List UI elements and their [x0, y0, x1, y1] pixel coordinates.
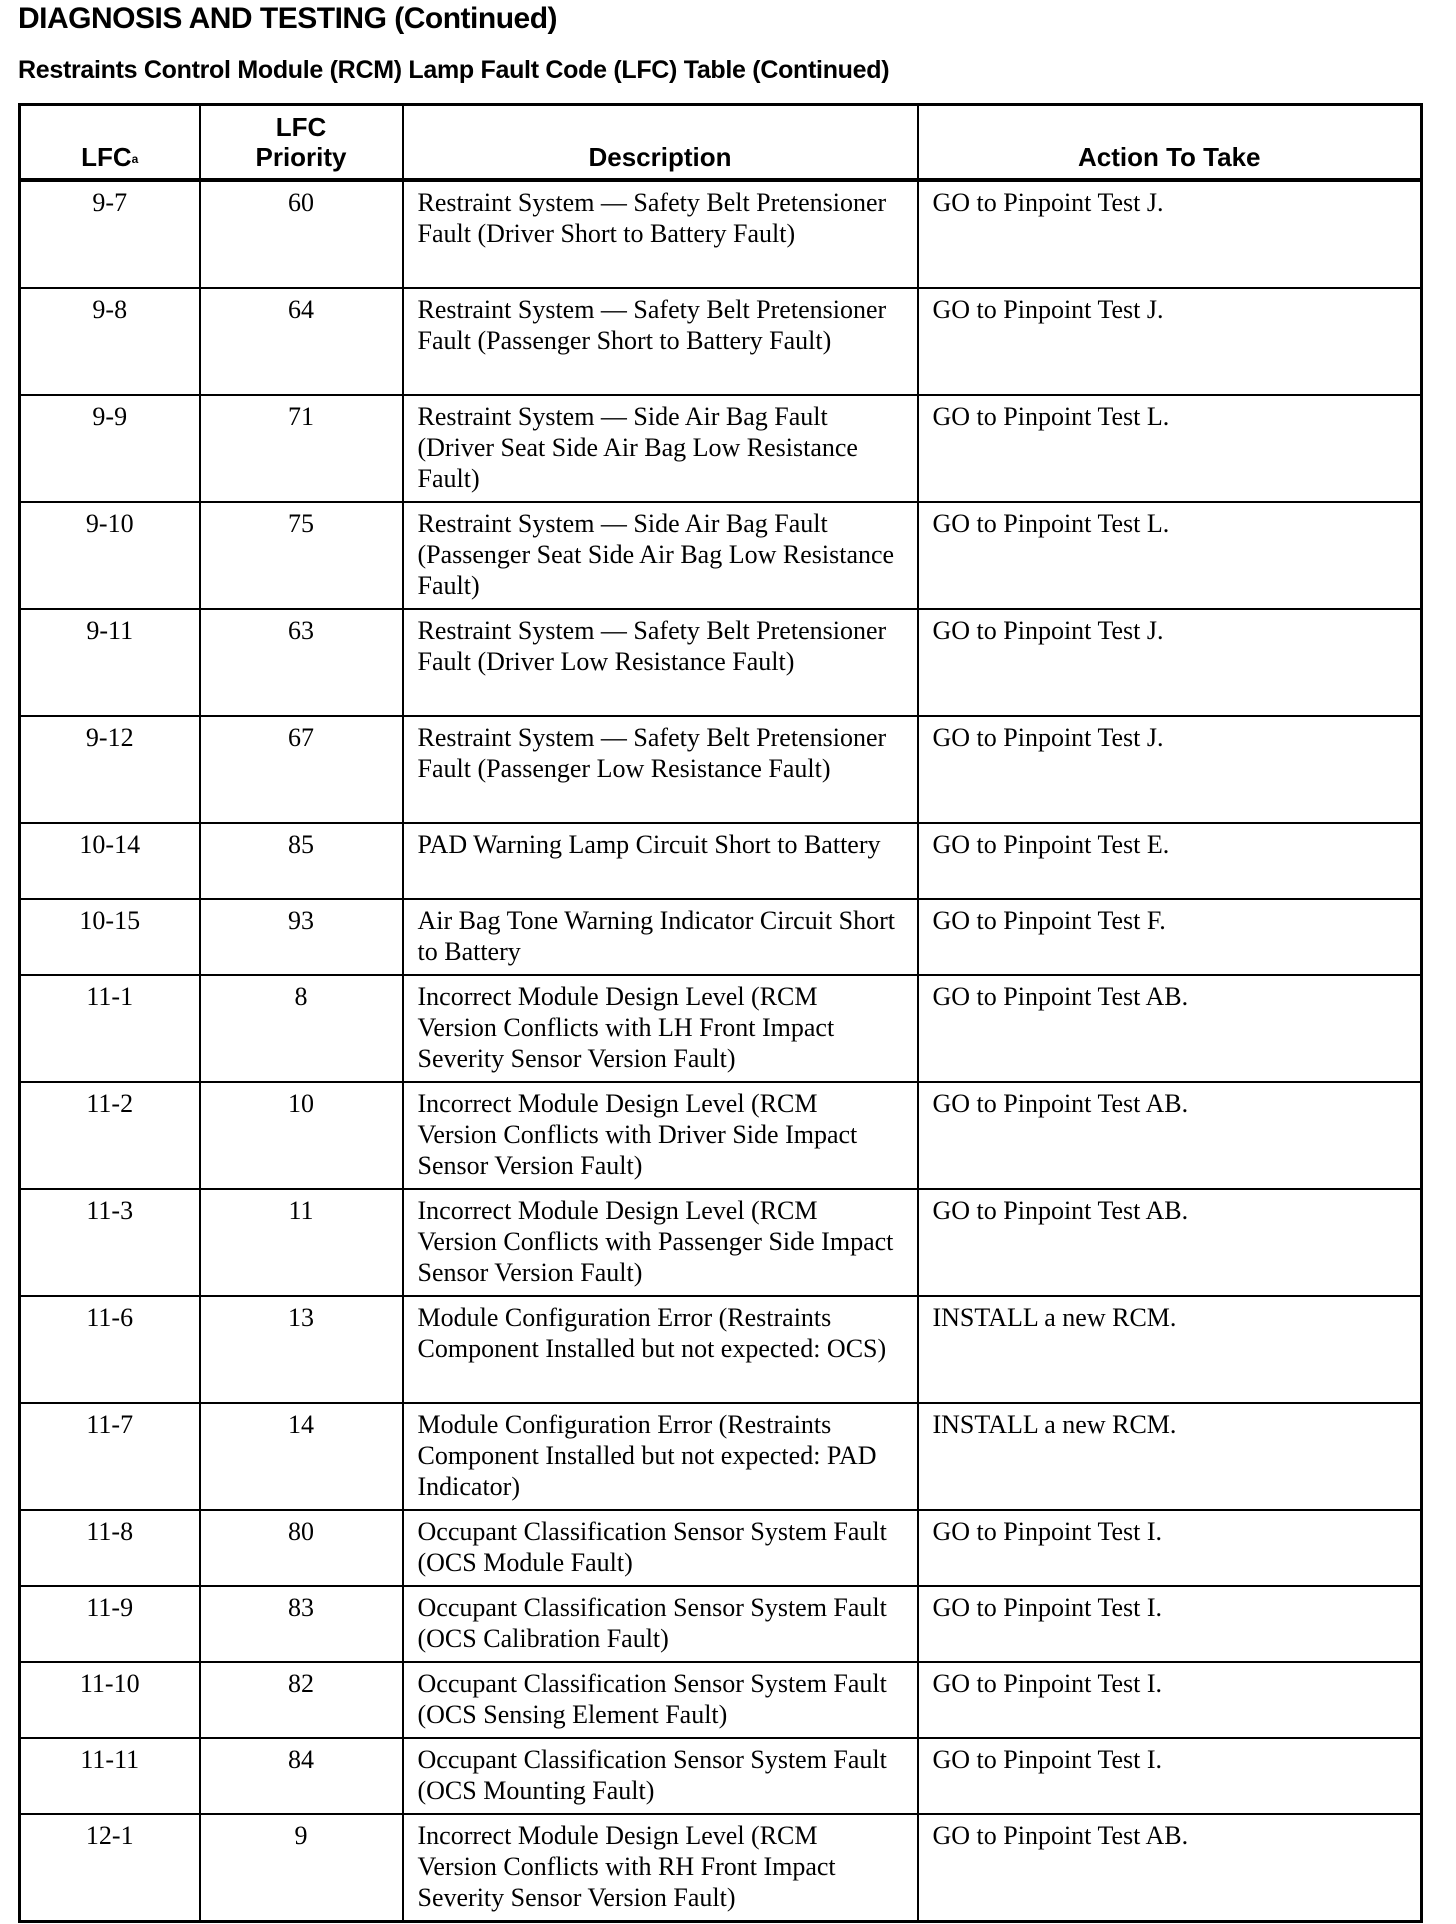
table-row [20, 1189, 1422, 1296]
lfc-cell: 9-11 [20, 609, 200, 716]
table-row [20, 823, 1422, 899]
table-row [20, 1082, 1422, 1189]
priority-cell: 85 [200, 823, 403, 899]
priority-cell: 63 [200, 609, 403, 716]
lfc-cell: 11-11 [20, 1738, 200, 1814]
table-row [20, 502, 1422, 609]
priority-cell: 84 [200, 1738, 403, 1814]
table-row [20, 180, 1422, 288]
header-lfc-label: LFC [81, 142, 132, 172]
table-header-row [20, 105, 1422, 181]
description-cell: Occupant Classification Sensor System Fault (OCS Mounting Fault) [403, 1738, 918, 1814]
lfc-cell: 9-12 [20, 716, 200, 823]
priority-cell: 82 [200, 1662, 403, 1738]
description-cell: Restraint System — Safety Belt Pretensioner Fault (Driver Short to Battery Fault) [403, 180, 918, 288]
lfc-cell: 11-9 [20, 1586, 200, 1662]
table-row [20, 1403, 1422, 1510]
action-cell: GO to Pinpoint Test F. [918, 899, 1422, 975]
priority-cell: 13 [200, 1296, 403, 1403]
lfc-cell: 11-6 [20, 1296, 200, 1403]
header-priority-line1: LFC [275, 112, 327, 142]
table-row [20, 1738, 1422, 1814]
description-cell: Restraint System — Safety Belt Pretensioner Fault (Passenger Short to Battery Fault) [403, 288, 918, 395]
description-cell: Module Configuration Error (Restraints Component Installed but not expected: OCS) [403, 1296, 918, 1403]
table-row [20, 975, 1422, 1082]
lfc-cell: 11-3 [20, 1189, 200, 1296]
priority-cell: 75 [200, 502, 403, 609]
action-cell: INSTALL a new RCM. [918, 1296, 1422, 1403]
priority-cell: 60 [200, 180, 403, 288]
priority-cell: 67 [200, 716, 403, 823]
table-row [20, 1510, 1422, 1586]
action-cell: INSTALL a new RCM. [918, 1403, 1422, 1510]
priority-cell: 9 [200, 1814, 403, 1922]
action-cell: GO to Pinpoint Test I. [918, 1586, 1422, 1662]
header-lfc [20, 105, 200, 181]
table-row [20, 288, 1422, 395]
table-row [20, 1296, 1422, 1403]
description-cell: Incorrect Module Design Level (RCM Version Conflicts with LH Front Impact Severity Sensor Version Fault) [403, 975, 918, 1082]
section-title: DIAGNOSIS AND TESTING (Continued) [18, 2, 558, 35]
action-cell: GO to Pinpoint Test E. [918, 823, 1422, 899]
description-cell: Incorrect Module Design Level (RCM Version Conflicts with RH Front Impact Severity Sensor Version Fault) [403, 1814, 918, 1922]
lfc-cell: 11-1 [20, 975, 200, 1082]
lfc-cell: 11-8 [20, 1510, 200, 1586]
description-cell: Occupant Classification Sensor System Fault (OCS Calibration Fault) [403, 1586, 918, 1662]
lfc-cell: 10-15 [20, 899, 200, 975]
priority-cell: 10 [200, 1082, 403, 1189]
lfc-cell: 12-1 [20, 1814, 200, 1922]
description-cell: Incorrect Module Design Level (RCM Version Conflicts with Driver Side Impact Sensor Version Fault) [403, 1082, 918, 1189]
footnote-marker: a [131, 152, 139, 166]
table-title: Restraints Control Module (RCM) Lamp Fault Code (LFC) Table (Continued) [18, 56, 890, 84]
description-cell: Air Bag Tone Warning Indicator Circuit Short to Battery [403, 899, 918, 975]
action-cell: GO to Pinpoint Test I. [918, 1662, 1422, 1738]
lfc-cell: 11-2 [20, 1082, 200, 1189]
action-cell: GO to Pinpoint Test AB. [918, 975, 1422, 1082]
lfc-table [18, 103, 1423, 1923]
description-cell: Restraint System — Side Air Bag Fault (Passenger Seat Side Air Bag Low Resistance Fault) [403, 502, 918, 609]
action-cell: GO to Pinpoint Test L. [918, 395, 1422, 502]
table-row [20, 899, 1422, 975]
priority-cell: 83 [200, 1586, 403, 1662]
header-description: Description [403, 105, 918, 181]
action-cell: GO to Pinpoint Test AB. [918, 1082, 1422, 1189]
action-cell: GO to Pinpoint Test J. [918, 288, 1422, 395]
description-cell: Restraint System — Safety Belt Pretensioner Fault (Passenger Low Resistance Fault) [403, 716, 918, 823]
priority-cell: 11 [200, 1189, 403, 1296]
lfc-cell: 10-14 [20, 823, 200, 899]
priority-cell: 64 [200, 288, 403, 395]
description-cell: Restraint System — Side Air Bag Fault (Driver Seat Side Air Bag Low Resistance Fault) [403, 395, 918, 502]
lfc-cell: 11-10 [20, 1662, 200, 1738]
action-cell: GO to Pinpoint Test J. [918, 609, 1422, 716]
action-cell: GO to Pinpoint Test L. [918, 502, 1422, 609]
description-cell: Module Configuration Error (Restraints Component Installed but not expected: PAD Indicator) [403, 1403, 918, 1510]
action-cell: GO to Pinpoint Test I. [918, 1510, 1422, 1586]
priority-cell: 71 [200, 395, 403, 502]
lfc-cell: 9-8 [20, 288, 200, 395]
description-cell: PAD Warning Lamp Circuit Short to Battery [403, 823, 918, 899]
action-cell: GO to Pinpoint Test J. [918, 716, 1422, 823]
table-row [20, 609, 1422, 716]
action-cell: GO to Pinpoint Test AB. [918, 1189, 1422, 1296]
action-cell: GO to Pinpoint Test J. [918, 180, 1422, 288]
table-row [20, 1586, 1422, 1662]
action-cell: GO to Pinpoint Test AB. [918, 1814, 1422, 1922]
table-row [20, 1814, 1422, 1922]
header-priority-line2: Priority [255, 142, 347, 172]
description-cell: Occupant Classification Sensor System Fault (OCS Sensing Element Fault) [403, 1662, 918, 1738]
table-row [20, 1662, 1422, 1738]
action-cell: GO to Pinpoint Test I. [918, 1738, 1422, 1814]
lfc-cell: 9-7 [20, 180, 200, 288]
lfc-cell: 9-9 [20, 395, 200, 502]
priority-cell: 8 [200, 975, 403, 1082]
lfc-cell: 11-7 [20, 1403, 200, 1510]
lfc-cell: 9-10 [20, 502, 200, 609]
header-action: Action To Take [918, 105, 1422, 181]
priority-cell: 93 [200, 899, 403, 975]
table-row [20, 716, 1422, 823]
priority-cell: 14 [200, 1403, 403, 1510]
table-row [20, 395, 1422, 502]
description-cell: Restraint System — Safety Belt Pretensioner Fault (Driver Low Resistance Fault) [403, 609, 918, 716]
description-cell: Incorrect Module Design Level (RCM Version Conflicts with Passenger Side Impact Sensor Version Fault) [403, 1189, 918, 1296]
description-cell: Occupant Classification Sensor System Fault (OCS Module Fault) [403, 1510, 918, 1586]
header-priority [200, 105, 403, 181]
priority-cell: 80 [200, 1510, 403, 1586]
